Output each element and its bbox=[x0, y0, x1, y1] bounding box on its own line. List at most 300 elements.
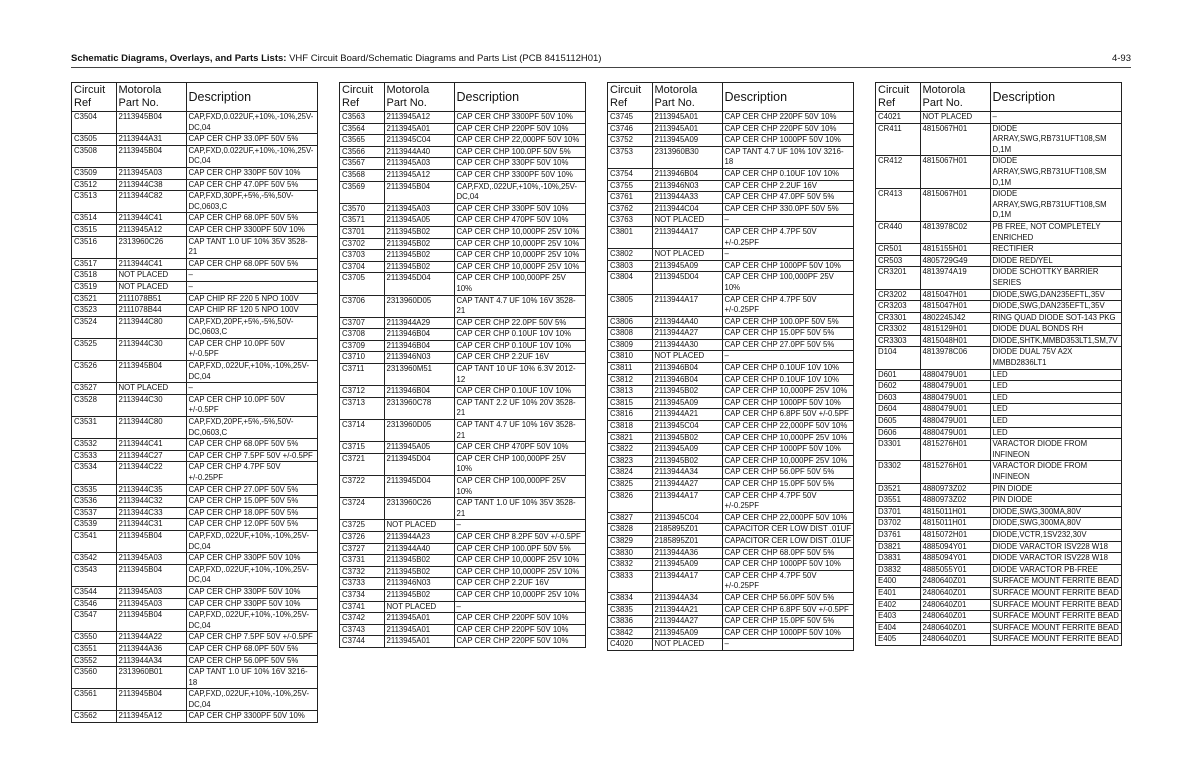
cell-description: CAP CER CHP 4.7PF 50V +/-0.25PF bbox=[722, 294, 853, 316]
cell-part-number: 2113944C31 bbox=[116, 519, 186, 531]
table-row bbox=[72, 462, 317, 484]
cell-circuit-ref: E404 bbox=[876, 622, 920, 634]
cell-circuit-ref: E401 bbox=[876, 587, 920, 599]
cell-circuit-ref: C3726 bbox=[340, 531, 384, 543]
cell-part-number: 2113944A27 bbox=[652, 616, 722, 628]
header-part-no: Motorola Part No. bbox=[920, 83, 990, 112]
cell-circuit-ref: C3722 bbox=[340, 476, 384, 498]
cell-part-number: 4880479U01 bbox=[920, 392, 990, 404]
table-row bbox=[608, 409, 853, 421]
table-row bbox=[340, 578, 585, 590]
cell-part-number: 4815011H01 bbox=[920, 518, 990, 530]
table-row bbox=[876, 529, 1121, 541]
cell-circuit-ref: C3562 bbox=[72, 711, 116, 722]
cell-description: CAP CER CHP 10,000PF 25V 10% bbox=[722, 432, 853, 444]
cell-circuit-ref: C3746 bbox=[608, 123, 652, 135]
cell-part-number: 4880479U01 bbox=[920, 416, 990, 428]
cell-part-number: 2313960C78 bbox=[384, 397, 454, 419]
table-row bbox=[72, 530, 317, 552]
cell-part-number: 2113945A12 bbox=[116, 711, 186, 722]
table-row bbox=[876, 576, 1121, 588]
table-row bbox=[876, 289, 1121, 301]
table-row bbox=[608, 192, 853, 204]
table-row bbox=[72, 394, 317, 416]
cell-description: CAP CER CHP 100,000PF 25V 10% bbox=[454, 453, 585, 475]
table-row bbox=[72, 213, 317, 225]
cell-description: CAP CER CHP 220PF 50V 10% bbox=[454, 624, 585, 636]
cell-description: DIODE ARRAY,SWG,RB731UFT108,SM D,1M bbox=[990, 189, 1121, 222]
table-row bbox=[340, 135, 585, 147]
cell-description: CAP CER CHP 12.0PF 50V 5% bbox=[186, 519, 317, 531]
cell-description: CAP CER CHP 56.0PF 50V 5% bbox=[186, 655, 317, 667]
cell-part-number: 2113945B02 bbox=[384, 555, 454, 567]
table-row bbox=[340, 112, 585, 124]
cell-part-number: 2113945A03 bbox=[384, 158, 454, 170]
cell-description: DIODE DUAL BONDS RH bbox=[990, 324, 1121, 336]
table-row bbox=[876, 112, 1121, 124]
cell-part-number: 2113944A21 bbox=[652, 409, 722, 421]
table-row bbox=[608, 570, 853, 592]
table-row bbox=[608, 249, 853, 261]
cell-circuit-ref: C3832 bbox=[608, 559, 652, 571]
cell-part-number: 4815072H01 bbox=[920, 529, 990, 541]
header-part-no: Motorola Part No. bbox=[384, 83, 454, 112]
cell-part-number: 2113944A33 bbox=[652, 192, 722, 204]
cell-description: LED bbox=[990, 416, 1121, 428]
cell-circuit-ref: C3515 bbox=[72, 224, 116, 236]
cell-description: – bbox=[186, 270, 317, 282]
cell-circuit-ref: D602 bbox=[876, 381, 920, 393]
cell-part-number: 2113944A31 bbox=[116, 134, 186, 146]
cell-circuit-ref: C3810 bbox=[608, 351, 652, 363]
cell-circuit-ref: C3830 bbox=[608, 547, 652, 559]
cell-part-number: 2113945B04 bbox=[116, 530, 186, 552]
cell-circuit-ref: C3815 bbox=[608, 397, 652, 409]
cell-circuit-ref: C3709 bbox=[340, 340, 384, 352]
cell-part-number: 2113946B04 bbox=[652, 168, 722, 180]
cell-description: CAP,FXD,.022UF,+10%,-10%,25V-DC,04 bbox=[186, 610, 317, 632]
table-row bbox=[876, 244, 1121, 256]
cell-description: PIN DIODE bbox=[990, 495, 1121, 507]
cell-description: – bbox=[722, 351, 853, 363]
cell-part-number: 4813978C06 bbox=[920, 347, 990, 369]
table-row bbox=[340, 589, 585, 601]
cell-description: CAP CER CHP 4.7PF 50V +/-0.25PF bbox=[722, 570, 853, 592]
table-row bbox=[72, 191, 317, 213]
cell-description: CAP CER CHP 330.0PF 50V 5% bbox=[722, 203, 853, 215]
table-row bbox=[72, 338, 317, 360]
cell-description: DIODE VARACTOR ISV228 W18 bbox=[990, 553, 1121, 565]
table-row bbox=[72, 167, 317, 179]
cell-description: CAP CER CHP 0.10UF 10V 10% bbox=[454, 386, 585, 398]
table-row bbox=[72, 564, 317, 586]
cell-part-number: 2113944C27 bbox=[116, 450, 186, 462]
cell-circuit-ref: C3706 bbox=[340, 295, 384, 317]
table-row bbox=[340, 498, 585, 520]
table-row bbox=[608, 421, 853, 433]
table-row bbox=[72, 236, 317, 258]
table-row bbox=[876, 622, 1121, 634]
cell-circuit-ref: C3712 bbox=[340, 386, 384, 398]
cell-description: CAP CER CHP 22,000PF 50V 10% bbox=[722, 421, 853, 433]
cell-circuit-ref: C3552 bbox=[72, 655, 116, 667]
table-row bbox=[608, 168, 853, 180]
cell-circuit-ref: C3734 bbox=[340, 589, 384, 601]
table-row bbox=[876, 347, 1121, 369]
cell-description: DIODE,SHTK,MMBD353LT1,SM,7V bbox=[990, 335, 1121, 347]
cell-circuit-ref: D104 bbox=[876, 347, 920, 369]
cell-circuit-ref: D3521 bbox=[876, 483, 920, 495]
cell-circuit-ref: C3745 bbox=[608, 112, 652, 124]
table-row bbox=[876, 587, 1121, 599]
cell-circuit-ref: C3826 bbox=[608, 490, 652, 512]
page-number: 4-93 bbox=[1111, 53, 1131, 64]
cell-part-number: 2313960D05 bbox=[384, 420, 454, 442]
cell-part-number: 2113944A29 bbox=[384, 317, 454, 329]
table-row bbox=[608, 123, 853, 135]
cell-description: CAP CER CHP 220PF 50V 10% bbox=[722, 112, 853, 124]
cell-circuit-ref: CR3201 bbox=[876, 267, 920, 289]
cell-circuit-ref: C3534 bbox=[72, 462, 116, 484]
cell-part-number: 4880973Z02 bbox=[920, 495, 990, 507]
cell-part-number: 2313960B30 bbox=[652, 146, 722, 168]
cell-description: DIODE,VCTR,1SV232,30V bbox=[990, 529, 1121, 541]
cell-description: CAP CER CHP 68.0PF 50V 5% bbox=[186, 439, 317, 451]
table-row bbox=[608, 592, 853, 604]
parts-table bbox=[876, 83, 1121, 645]
cell-circuit-ref: C3546 bbox=[72, 598, 116, 610]
cell-description: CAP CER CHP 10,000PF 25V 10% bbox=[454, 555, 585, 567]
cell-part-number: 2113945A09 bbox=[652, 627, 722, 639]
table-row bbox=[608, 524, 853, 536]
cell-part-number: 2113945B02 bbox=[384, 226, 454, 238]
cell-part-number: 2313960D05 bbox=[384, 295, 454, 317]
header-part-no: Motorola Part No. bbox=[652, 83, 722, 112]
table-row bbox=[340, 169, 585, 181]
cell-circuit-ref: C3724 bbox=[340, 498, 384, 520]
cell-description: CAP CER CHP 68.0PF 50V 5% bbox=[186, 213, 317, 225]
table-row bbox=[72, 305, 317, 317]
cell-part-number: 2113944A30 bbox=[652, 339, 722, 351]
cell-part-number: 4815048H01 bbox=[920, 335, 990, 347]
cell-circuit-ref: C3563 bbox=[340, 112, 384, 124]
cell-description: CAP CER CHP 10.0PF 50V +/-0.5PF bbox=[186, 338, 317, 360]
cell-description: SURFACE MOUNT FERRITE BEAD bbox=[992, 634, 1119, 644]
cell-description: VARACTOR DIODE FROM INFINEON bbox=[990, 461, 1121, 483]
cell-circuit-ref: CR413 bbox=[876, 189, 920, 222]
cell-description: CAP CER CHP 56.0PF 50V 5% bbox=[722, 467, 853, 479]
cell-part-number: 2313960B01 bbox=[116, 667, 186, 689]
table-row bbox=[72, 134, 317, 146]
table-row bbox=[608, 112, 853, 124]
cell-circuit-ref: C3816 bbox=[608, 409, 652, 421]
cell-description: CAP TANT 4.7 UF 10% 16V 3528-21 bbox=[454, 295, 585, 317]
table-row bbox=[340, 273, 585, 295]
cell-part-number: 2313960M51 bbox=[384, 364, 454, 386]
table-row bbox=[876, 324, 1121, 336]
cell-part-number: 2113944C33 bbox=[116, 507, 186, 519]
cell-circuit-ref: CR412 bbox=[876, 156, 920, 189]
cell-circuit-ref: C3714 bbox=[340, 420, 384, 442]
table-row bbox=[608, 135, 853, 147]
cell-description: LED bbox=[990, 381, 1121, 393]
cell-description: CAP CER CHP 0.10UF 10V 10% bbox=[722, 363, 853, 375]
table-row bbox=[72, 598, 317, 610]
cell-circuit-ref: C3533 bbox=[72, 450, 116, 462]
cell-circuit-ref: C3702 bbox=[340, 238, 384, 250]
cell-part-number: 2113945A03 bbox=[116, 598, 186, 610]
cell-description: CAP,FXD,0.022UF,+10%,-10%,25V-DC,04 bbox=[186, 112, 317, 134]
cell-description: CAP CER CHP 0.10UF 10V 10% bbox=[454, 340, 585, 352]
cell-description: CAP,FXD,.022UF,+10%,-10%,25V-DC,04 bbox=[454, 181, 585, 203]
cell-circuit-ref: C3704 bbox=[340, 261, 384, 273]
cell-circuit-ref: C3744 bbox=[340, 636, 384, 647]
cell-part-number: 4802245J42 bbox=[920, 312, 990, 324]
cell-circuit-ref: C3512 bbox=[72, 179, 116, 191]
cell-circuit-ref: C3523 bbox=[72, 305, 116, 317]
cell-description: CAP CER CHP 68.0PF 50V 5% bbox=[186, 258, 317, 270]
table-row bbox=[72, 711, 317, 722]
cell-circuit-ref: C3804 bbox=[608, 272, 652, 294]
table-row bbox=[608, 316, 853, 328]
table-row bbox=[876, 483, 1121, 495]
cell-description: CAP TANT 2.2 UF 10% 20V 3528-21 bbox=[454, 397, 585, 419]
table-row bbox=[72, 383, 317, 395]
cell-part-number: 2113945A09 bbox=[652, 559, 722, 571]
cell-description: CAP CER CHP 3300PF 50V 10% bbox=[186, 224, 317, 236]
table-row bbox=[340, 317, 585, 329]
cell-circuit-ref: C3526 bbox=[72, 361, 116, 383]
cell-description: CAP CER CHP 15.0PF 50V 5% bbox=[186, 496, 317, 508]
cell-description: CAP CER CHP 330PF 50V 10% bbox=[186, 586, 317, 598]
cell-part-number: 2113944A34 bbox=[652, 467, 722, 479]
table-row bbox=[72, 316, 317, 338]
cell-part-number: 4813978C02 bbox=[920, 221, 990, 243]
cell-part-number: 2113945A05 bbox=[384, 215, 454, 227]
cell-part-number: NOT PLACED bbox=[116, 270, 186, 282]
table-row bbox=[72, 293, 317, 305]
table-row bbox=[608, 374, 853, 386]
cell-description: CAP CER CHP 68.0PF 50V 5% bbox=[186, 643, 317, 655]
cell-description: – bbox=[186, 383, 317, 395]
table-row bbox=[876, 255, 1121, 267]
cell-circuit-ref: C3727 bbox=[340, 543, 384, 555]
cell-description: CAP CER CHP 1000PF 50V 10% bbox=[722, 627, 853, 639]
table-row bbox=[72, 484, 317, 496]
table-row bbox=[72, 553, 317, 565]
cell-part-number: 2113945B04 bbox=[384, 181, 454, 203]
cell-circuit-ref: CR411 bbox=[876, 123, 920, 156]
table-row bbox=[72, 586, 317, 598]
cell-part-number: 2480640Z01 bbox=[920, 611, 990, 623]
cell-circuit-ref: C3801 bbox=[608, 226, 652, 248]
cell-description: SURFACE MOUNT FERRITE BEAD bbox=[990, 587, 1121, 599]
cell-part-number: 2113944C35 bbox=[116, 484, 186, 496]
cell-part-number: 2113944C80 bbox=[116, 316, 186, 338]
cell-part-number: 4815067H01 bbox=[920, 189, 990, 222]
cell-description: DIODE DUAL 75V A2X MMBD2836LT1 bbox=[990, 347, 1121, 369]
cell-part-number: 2113945B02 bbox=[384, 261, 454, 273]
table-row bbox=[608, 444, 853, 456]
cell-part-number: 2113946B04 bbox=[384, 386, 454, 398]
cell-description: CAP CER CHP 18.0PF 50V 5% bbox=[186, 507, 317, 519]
table-row bbox=[340, 386, 585, 398]
cell-circuit-ref: C3763 bbox=[608, 215, 652, 227]
table-row bbox=[340, 340, 585, 352]
cell-part-number: 4813974A19 bbox=[920, 267, 990, 289]
table-row bbox=[608, 397, 853, 409]
cell-description: CAP,FXD,.022UF,+10%,-10%,25V-DC,04 bbox=[186, 361, 317, 383]
cell-part-number: 2113945A03 bbox=[384, 203, 454, 215]
cell-circuit-ref: C3802 bbox=[608, 249, 652, 261]
table-row bbox=[340, 295, 585, 317]
cell-description: DIODE VARACTOR PB-FREE bbox=[990, 564, 1121, 576]
cell-part-number: 2113945B02 bbox=[384, 589, 454, 601]
cell-part-number: 2113944C41 bbox=[116, 213, 186, 225]
cell-circuit-ref: D3761 bbox=[876, 529, 920, 541]
cell-circuit-ref: D3701 bbox=[876, 506, 920, 518]
cell-part-number: 4815276H01 bbox=[920, 439, 990, 461]
cell-part-number: 2113944C41 bbox=[116, 439, 186, 451]
cell-circuit-ref: C3565 bbox=[340, 135, 384, 147]
table-row bbox=[340, 624, 585, 636]
cell-description: DIODE SCHOTTKY BARRIER SERIES bbox=[990, 267, 1121, 289]
table-row bbox=[876, 301, 1121, 313]
cell-circuit-ref: C3561 bbox=[72, 689, 116, 711]
cell-part-number: 2113944A17 bbox=[652, 570, 722, 592]
table-row bbox=[608, 328, 853, 340]
cell-circuit-ref: E405 bbox=[876, 634, 920, 645]
table-row bbox=[340, 476, 585, 498]
header-circuit-ref: Circuit Ref bbox=[876, 83, 920, 112]
cell-part-number: 2113944A36 bbox=[652, 547, 722, 559]
cell-part-number: 2113945A01 bbox=[652, 123, 722, 135]
cell-description: CAP CER CHP 3300PF 50V 10% bbox=[454, 112, 585, 124]
table-row bbox=[340, 146, 585, 158]
cell-circuit-ref: C3531 bbox=[72, 417, 116, 439]
cell-description: – bbox=[454, 601, 585, 613]
table-row bbox=[876, 221, 1121, 243]
header-description: Description bbox=[186, 83, 317, 112]
cell-part-number: 2113945B04 bbox=[116, 610, 186, 632]
cell-part-number: 2113945A03 bbox=[116, 167, 186, 179]
table-row bbox=[340, 261, 585, 273]
table-row bbox=[608, 203, 853, 215]
cell-description: LED bbox=[990, 392, 1121, 404]
cell-description: CAP CER CHP 10.0PF 50V +/-0.5PF bbox=[186, 394, 317, 416]
cell-description: CAP CER CHP 27.0PF 50V 5% bbox=[186, 484, 317, 496]
cell-part-number: 2480640Z01 bbox=[920, 622, 990, 634]
cell-description: DIODE ARRAY,SWG,RB731UFT108,SM D,1M bbox=[990, 156, 1121, 189]
header-title-rest: VHF Circuit Board/Schematic Diagrams and Parts List (PCB 8415112H01) bbox=[286, 53, 602, 64]
cell-description: CAP TANT 4.7 UF 10% 10V 3216-18 bbox=[722, 146, 853, 168]
cell-circuit-ref: C3825 bbox=[608, 479, 652, 491]
cell-description: CAPACITOR CER LOW DIST .01UF bbox=[722, 524, 853, 536]
cell-circuit-ref: D605 bbox=[876, 416, 920, 428]
cell-circuit-ref: C3528 bbox=[72, 394, 116, 416]
table-row bbox=[340, 520, 585, 532]
table-row bbox=[876, 189, 1121, 222]
cell-circuit-ref: E400 bbox=[876, 576, 920, 588]
cell-circuit-ref: C3707 bbox=[340, 317, 384, 329]
cell-description: CAP CER CHP 3300PF 50V 10% bbox=[188, 711, 305, 721]
table-row bbox=[72, 519, 317, 531]
cell-part-number: 2113945A01 bbox=[652, 112, 722, 124]
cell-part-number: 2113944A40 bbox=[384, 543, 454, 555]
cell-circuit-ref: C3535 bbox=[72, 484, 116, 496]
table-row bbox=[72, 145, 317, 167]
table-row bbox=[876, 123, 1121, 156]
cell-description: CAP CER CHP 10,000PF 25V 10% bbox=[722, 455, 853, 467]
cell-circuit-ref: D3301 bbox=[876, 439, 920, 461]
cell-description: CAP CER CHP 33.0PF 50V 5% bbox=[186, 134, 317, 146]
cell-circuit-ref: C3836 bbox=[608, 616, 652, 628]
cell-part-number: NOT PLACED bbox=[384, 520, 454, 532]
cell-circuit-ref: C3711 bbox=[340, 364, 384, 386]
table-row bbox=[876, 495, 1121, 507]
table-row bbox=[608, 432, 853, 444]
cell-description: CAP CER CHP 10,000PF 25V 10% bbox=[454, 261, 585, 273]
cell-circuit-ref: C3809 bbox=[608, 339, 652, 351]
table-row bbox=[340, 364, 585, 386]
cell-part-number: 2480640Z01 bbox=[920, 599, 990, 611]
cell-description: CAP TANT 1.0 UF 10% 35V 3528-21 bbox=[454, 498, 585, 520]
cell-description: CAP CER CHP 22,000PF 50V 10% bbox=[454, 135, 585, 147]
cell-part-number: 2113945A01 bbox=[384, 636, 454, 647]
header-description: Description bbox=[990, 83, 1121, 112]
cell-part-number: 4885094Y01 bbox=[920, 553, 990, 565]
cell-description: CAP TANT 1.0 UF 10% 35V 3528-21 bbox=[186, 236, 317, 258]
cell-part-number: 2113945B02 bbox=[384, 250, 454, 262]
cell-part-number: 2113945B04 bbox=[116, 112, 186, 134]
cell-circuit-ref: C3755 bbox=[608, 180, 652, 192]
cell-description: SURFACE MOUNT FERRITE BEAD bbox=[990, 576, 1121, 588]
table-row bbox=[340, 352, 585, 364]
cell-description: CAP CER CHP 15.0PF 50V 5% bbox=[722, 479, 853, 491]
cell-description: CAP CER CHP 220PF 50V 10% bbox=[456, 636, 569, 646]
cell-circuit-ref: C3753 bbox=[608, 146, 652, 168]
table-row bbox=[72, 643, 317, 655]
cell-part-number: 2113944A17 bbox=[652, 490, 722, 512]
cell-part-number: 2113945A03 bbox=[116, 586, 186, 598]
table-row bbox=[608, 215, 853, 227]
cell-circuit-ref: D3302 bbox=[876, 461, 920, 483]
cell-circuit-ref: C3505 bbox=[72, 134, 116, 146]
cell-circuit-ref: C3566 bbox=[340, 146, 384, 158]
cell-description: CAP CER CHP 100.0PF 50V 5% bbox=[454, 543, 585, 555]
cell-part-number: 2113945B04 bbox=[116, 361, 186, 383]
table-row bbox=[876, 518, 1121, 530]
table-row bbox=[876, 553, 1121, 565]
cell-description: LED bbox=[990, 427, 1121, 439]
cell-part-number: 2113944C30 bbox=[116, 338, 186, 360]
cell-circuit-ref: CR3203 bbox=[876, 301, 920, 313]
table-row bbox=[72, 224, 317, 236]
cell-description: CAP CHIP RF 120 5 NPO 100V bbox=[186, 305, 317, 317]
cell-part-number: 2113945B04 bbox=[116, 564, 186, 586]
table-row bbox=[340, 158, 585, 170]
table-row bbox=[876, 599, 1121, 611]
table-row bbox=[340, 226, 585, 238]
cell-part-number: 2111078B44 bbox=[116, 305, 186, 317]
table-row bbox=[340, 555, 585, 567]
table-row bbox=[608, 455, 853, 467]
cell-part-number: 4815276H01 bbox=[920, 461, 990, 483]
table-row bbox=[72, 632, 317, 644]
table-row bbox=[608, 547, 853, 559]
cell-circuit-ref: C3537 bbox=[72, 507, 116, 519]
header-description: Description bbox=[454, 83, 585, 112]
